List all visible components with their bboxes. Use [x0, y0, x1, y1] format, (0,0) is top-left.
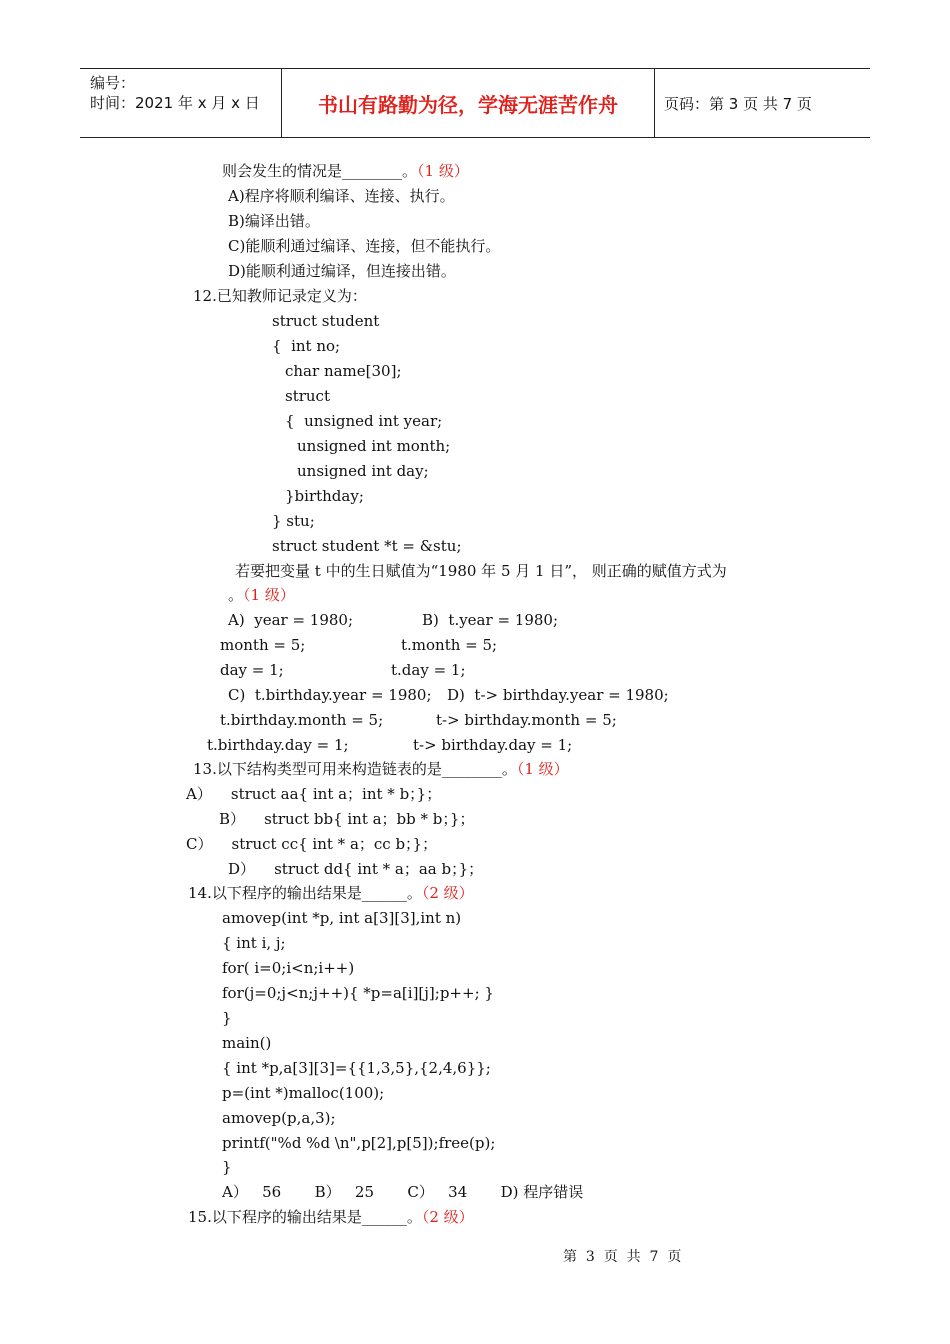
line-text: B） struct bb{ int a；bb * b；}；	[219, 810, 475, 828]
text-line	[222, 982, 494, 1004]
line-text: { int *p,a[3][3]={{1,3,5},{2,4,6}};	[222, 1059, 491, 1077]
header-left	[90, 73, 260, 113]
text-line	[222, 1181, 583, 1203]
line-text: 12.已知教师记录定义为：	[193, 287, 367, 305]
text-line	[285, 410, 442, 432]
text-line	[391, 659, 466, 681]
line-text: A） struct aa{ int a；int * b；}；	[186, 785, 442, 803]
text-line	[228, 609, 353, 631]
text-line	[220, 709, 383, 731]
text-line	[222, 907, 461, 929]
line-text: C） struct cc{ int * a；cc b；}；	[186, 835, 438, 853]
line-text: for( i=0;i<n;i++)	[222, 959, 355, 977]
text-line	[297, 460, 429, 482]
line-text: D) t-> birthday.year = 1980;	[447, 686, 669, 704]
text-line	[222, 957, 354, 979]
text-line	[222, 160, 469, 182]
line-text: A)程序将顺利编译、连接、执行。	[228, 187, 455, 205]
line-text: t.birthday.month = 5;	[220, 711, 384, 729]
line-text: A） 56 B） 25 C） 34 D) 程序错误	[222, 1183, 584, 1201]
text-line	[222, 932, 286, 954]
text-line	[422, 609, 558, 631]
text-line	[228, 858, 483, 880]
line-text: 13.以下结构类型可用来构造链表的是________。	[193, 760, 517, 778]
line-text: char name[30];	[285, 362, 402, 380]
line-text: } stu;	[272, 512, 315, 530]
line-text: struct	[285, 387, 330, 405]
text-line	[401, 634, 497, 656]
line-text: t.day = 1;	[391, 661, 466, 679]
difficulty-level: （2 级）	[421, 884, 474, 902]
line-text: B) t.year = 1980;	[422, 611, 559, 629]
text-line	[447, 684, 669, 706]
text-line	[272, 535, 462, 557]
text-line	[228, 260, 456, 282]
line-text: D)能顺利通过编译，但连接出错。	[228, 262, 456, 280]
text-line	[228, 235, 500, 257]
text-line	[222, 1132, 495, 1154]
text-line	[228, 584, 295, 606]
text-line	[285, 485, 364, 507]
time-label: 时间：2021 年 x 月 x 日	[90, 94, 260, 112]
text-line	[186, 833, 437, 855]
text-line	[285, 385, 330, 407]
line-text: struct student	[272, 312, 380, 330]
line-text: unsigned int month;	[297, 437, 451, 455]
text-line	[188, 882, 474, 904]
line-text: 15.以下程序的输出结果是______。	[188, 1208, 422, 1226]
line-text: 则会发生的情况是________。	[222, 162, 418, 180]
line-text: 若要把变量 t 中的生日赋值为“1980 年 5 月 1 日”， 则正确的赋值方式为	[235, 562, 727, 580]
line-text: main()	[222, 1034, 272, 1052]
line-text: { int no;	[272, 337, 341, 355]
text-line	[220, 659, 284, 681]
line-text: unsigned int day;	[297, 462, 429, 480]
text-line	[228, 185, 455, 207]
text-line	[207, 734, 349, 756]
line-text: D） struct dd{ int * a；aa b；}；	[228, 860, 484, 878]
line-text: C)能顺利通过编译、连接，但不能执行。	[228, 237, 501, 255]
line-text: month = 5;	[220, 636, 306, 654]
line-text: 。	[228, 586, 244, 604]
text-line	[272, 510, 315, 532]
line-text: }birthday;	[285, 487, 364, 505]
line-text: { unsigned int year;	[285, 412, 443, 430]
line-text: 14.以下程序的输出结果是______。	[188, 884, 422, 902]
text-line	[219, 808, 474, 830]
text-line	[228, 684, 432, 706]
difficulty-level: （2 级）	[421, 1208, 474, 1226]
line-text: C) t.birthday.year = 1980;	[228, 686, 432, 704]
page-footer: 第 3 页 共 7 页	[563, 1249, 682, 1265]
text-line	[297, 435, 450, 457]
header-divider	[654, 69, 655, 137]
line-text: }	[222, 1009, 232, 1027]
difficulty-level: （1 级）	[516, 760, 569, 778]
header-motto: 书山有路勤为径，学海无涯苦作舟	[318, 92, 618, 117]
text-line	[272, 310, 379, 332]
text-line	[222, 1107, 336, 1129]
text-line	[436, 709, 617, 731]
text-line	[186, 783, 441, 805]
text-line	[228, 210, 320, 232]
difficulty-level: （1 级）	[243, 586, 295, 604]
line-text: struct student *t = &stu;	[272, 537, 462, 555]
text-line	[413, 734, 572, 756]
line-text: amovep(p,a,3);	[222, 1109, 336, 1127]
number-label: 编号：	[90, 74, 136, 92]
text-line	[222, 1082, 384, 1104]
line-text: day = 1;	[220, 661, 284, 679]
text-line	[272, 335, 340, 357]
line-text: printf("%d %d \n",p[2],p[5]);free(p);	[222, 1134, 496, 1152]
line-text: for(j=0;j<n;j++){ *p=a[i][j];p++; }	[222, 984, 494, 1002]
text-line	[222, 1057, 491, 1079]
line-text: t.month = 5;	[401, 636, 498, 654]
line-text: p=(int *)malloc(100);	[222, 1084, 385, 1102]
text-line	[235, 560, 727, 582]
line-text: }	[222, 1158, 232, 1176]
line-text: t-> birthday.day = 1;	[413, 736, 573, 754]
line-text: { int i, j;	[222, 934, 286, 952]
text-line	[220, 634, 305, 656]
text-line	[193, 285, 367, 307]
text-line	[285, 360, 402, 382]
text-line	[222, 1032, 271, 1054]
text-line	[193, 758, 569, 780]
page-header	[80, 68, 870, 138]
line-text: B)编译出错。	[228, 212, 320, 230]
header-page-label: 页码：第 3 页 共 7 页	[664, 94, 812, 113]
text-line	[188, 1206, 474, 1228]
line-text: t-> birthday.month = 5;	[436, 711, 617, 729]
line-text: amovep(int *p, int a[3][3],int n)	[222, 909, 462, 927]
difficulty-level: （1 级）	[417, 162, 469, 180]
text-line	[222, 1156, 232, 1178]
line-text: A) year = 1980;	[228, 611, 354, 629]
text-line	[222, 1007, 232, 1029]
line-text: t.birthday.day = 1;	[207, 736, 349, 754]
